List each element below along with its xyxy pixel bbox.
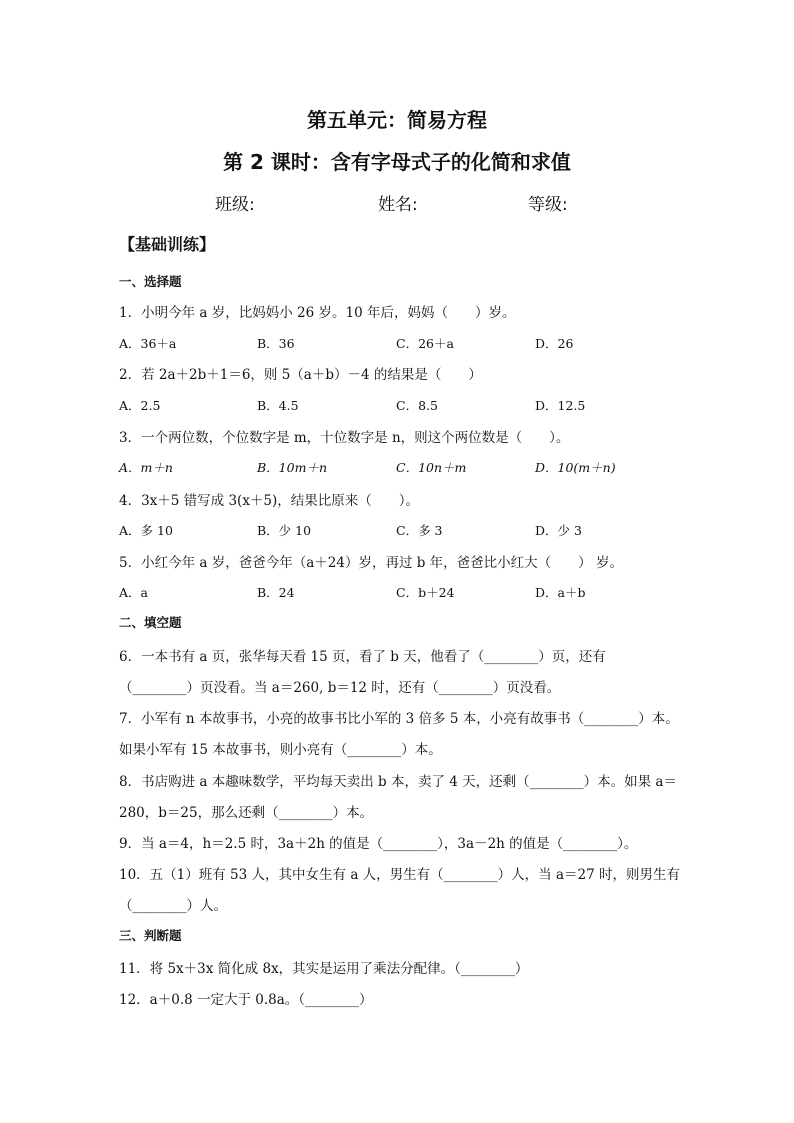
q3-option-c: C．10n＋m xyxy=(396,460,467,475)
lesson-title: 第 2 课时：含有字母式子的化简和求值 xyxy=(223,150,571,174)
q1-option-b: B．36 xyxy=(257,336,295,351)
question-7-line-2: 如果小军有 15 本故事书，则小亮有（________）本。 xyxy=(119,742,442,758)
q1-option-d: D．26 xyxy=(535,336,574,351)
q3-option-d: D．10(m＋n) xyxy=(535,460,616,475)
question-6-line-2: （________）页没看。当 a＝260, b＝12 时，还有（________）页没看。 xyxy=(119,680,561,696)
question-7-line-1: 7．小军有 n 本故事书，小亮的故事书比小军的 3 倍多 5 本，小亮有故事书（________）本。 xyxy=(119,711,679,727)
q2-option-c: C．8.5 xyxy=(396,398,438,413)
question-12: 12．a＋0.8 一定大于 0.8a。（________） xyxy=(119,992,373,1008)
section-title: 【基础训练】 xyxy=(119,235,216,254)
part1-heading: 一、选择题 xyxy=(119,274,182,289)
q4-option-a: A．多 10 xyxy=(119,523,173,538)
q3-option-a: A．m＋n xyxy=(119,460,173,475)
q5-option-a: A．a xyxy=(119,585,148,600)
q2-option-d: D．12.5 xyxy=(535,398,586,413)
q5-option-b: B．24 xyxy=(257,585,295,600)
q1-option-a: A．36＋a xyxy=(119,336,177,351)
part2-heading: 二、填空题 xyxy=(119,615,182,630)
question-8-line-1: 8．书店购进 a 本趣味数学，平均每天卖出 b 本，卖了 4 天，还剩（________）本。如果 a＝ xyxy=(119,774,677,790)
unit-title: 第五单元：简易方程 xyxy=(307,108,487,132)
q2-option-b: B．4.5 xyxy=(257,398,299,413)
q2-option-a: A．2.5 xyxy=(119,398,161,413)
question-4: 4．3x＋5 错写成 3(x＋5)，结果比原来（ ）。 xyxy=(119,493,420,509)
question-8-line-2: 280，b＝25，那么还剩（________）本。 xyxy=(119,805,374,821)
question-9: 9．当 a＝4，h＝2.5 时，3a＋2h 的值是（________），3a－2h 的值是（________）。 xyxy=(119,836,638,852)
question-10-line-1: 10．五（1）班有 53 人，其中女生有 a 人，男生有（________）人，当 a＝27 时，则男生有 xyxy=(119,867,680,883)
question-11: 11．将 5x＋3x 简化成 8x，其实是运用了乘法分配律。（________） xyxy=(119,961,529,977)
q5-option-d: D．a＋b xyxy=(535,585,586,600)
q4-option-b: B．少 10 xyxy=(257,523,312,538)
name-label: 姓名: xyxy=(378,195,418,215)
grade-label: 等级: xyxy=(528,195,568,215)
q1-option-c: C．26＋a xyxy=(396,336,454,351)
q4-option-d: D．少 3 xyxy=(535,523,582,538)
question-5: 5．小红今年 a 岁，爸爸今年（a＋24）岁，再过 b 年，爸爸比小红大（ ） 岁。 xyxy=(119,555,623,571)
class-label: 班级: xyxy=(215,195,255,215)
question-10-line-2: （________）人。 xyxy=(119,898,227,914)
q4-option-c: C．多 3 xyxy=(396,523,443,538)
question-1: 1．小明今年 a 岁，比妈妈小 26 岁。10 年后，妈妈（ ）岁。 xyxy=(119,305,516,321)
question-2: 2．若 2a＋2b＋1＝6，则 5（a＋b）－4 的结果是（ ） xyxy=(119,367,482,383)
q5-option-c: C．b＋24 xyxy=(396,585,455,600)
part3-heading: 三、判断题 xyxy=(119,928,182,943)
question-6-line-1: 6．一本书有 a 页，张华每天看 15 页，看了 b 天，他看了（________）页，还有 xyxy=(119,649,606,665)
q3-option-b: B．10m＋n xyxy=(257,460,327,475)
question-3: 3．一个两位数，个位数字是 m，十位数字是 n，则这个两位数是（ ）。 xyxy=(119,430,570,446)
